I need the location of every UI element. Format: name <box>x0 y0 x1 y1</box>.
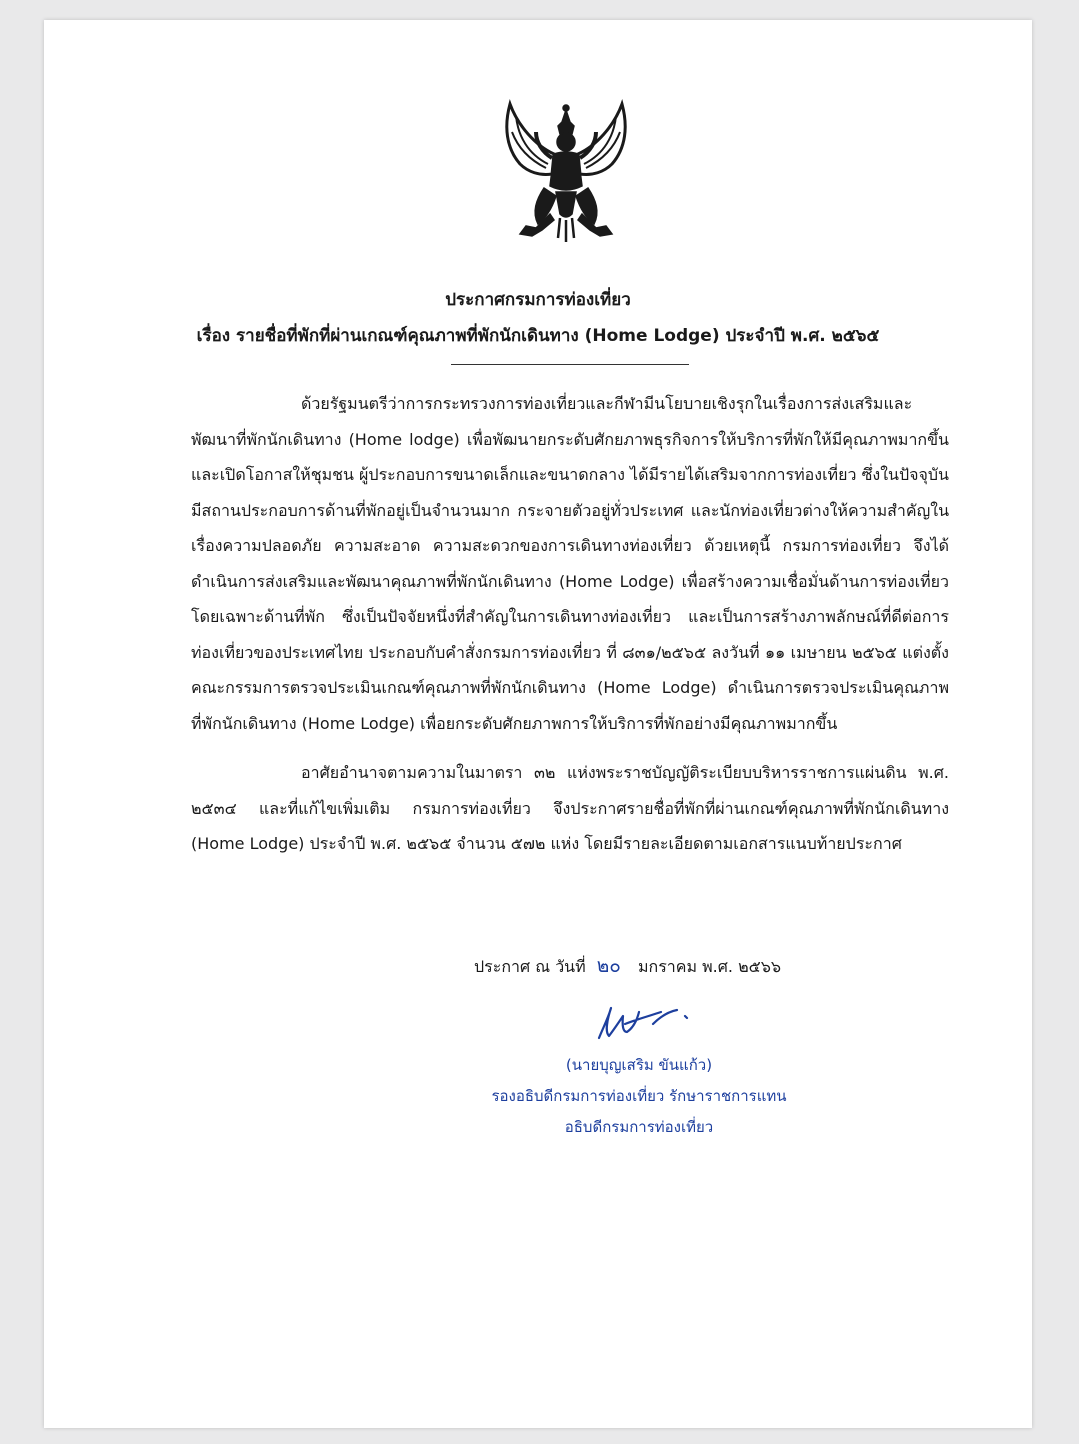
signatory-position-1: รองอธิบดีกรมการท่องเที่ยว รักษาราชการแทน <box>491 1087 787 1105</box>
signatory-name: (นายบุญเสริม ขันแก้ว) <box>565 1056 713 1074</box>
date-month-year: มกราคม พ.ศ. ๒๕๖๖ <box>637 957 782 976</box>
signatory-position-2: อธิบดีกรมการท่องเที่ยว <box>564 1118 714 1136</box>
announcement-subject: เรื่อง รายชื่อที่พักที่ผ่านเกณฑ์คุณภาพที่พักนักเดินทาง (Home Lodge) ประจำปี พ.ศ. ๒๕๖๕ <box>196 326 880 346</box>
body-paragraph-2: อาศัยอำนาจตามความในมาตรา ๓๒ แห่งพระราชบัญญัติระเบียบบริหารราชการแผ่นดิน พ.ศ. ๒๕๓๔ และที่แก้ไขเพิ่มเติม กรมการท่องเที่ยว จึงประกาศรายชื่อที่พักที่ผ่านเกณฑ์คุณภาพที่พักนักเดินทาง (Home Lodge) ประจำปี พ.ศ. ๒๕๖๕ จำนวน ๕๗๒ แห่ง โดยมีรายละเอียดตามเอกสารแนบท้ายประกาศ <box>191 763 949 853</box>
date-day: ๒๐ <box>596 955 621 977</box>
date-prefix: ประกาศ ณ วันที่ <box>474 957 586 976</box>
garuda-emblem-icon <box>496 96 636 246</box>
handwritten-signature-icon <box>589 998 699 1050</box>
announcement-body <box>191 386 949 862</box>
document-page <box>44 20 1032 1428</box>
title-block <box>44 282 1032 354</box>
signatory-block <box>444 1050 834 1143</box>
body-paragraph-1: ด้วยรัฐมนตรีว่าการกระทรวงการท่องเที่ยวและกีฬามีนโยบายเชิงรุกในเรื่องการส่งเสริมและพัฒนาที่พักนักเดินทาง (Home lodge) เพื่อพัฒนายกระดับศักยภาพธุรกิจการให้บริการที่พักให้มีคุณภาพมากขึ้น และเปิดโอกาสให้ชุมชน ผู้ประกอบการขนาดเล็กและขนาดกลาง ได้มีรายได้เสริมจากการท่องเที่ยว ซึ่งในปัจจุบันมีสถานประกอบการด้านที่พักอยู่เป็นจำนวนมาก กระจายตัวอยู่ทั่วประเทศ และนักท่องเที่ยวต่างให้ความสำคัญในเรื่องความปลอดภัย ความสะอาด ความสะดวกของการเดินทางท่องเที่ยว ด้วยเหตุนี้ กรมการท่องเที่ยว จึงได้ดำเนินการส่งเสริมและพัฒนาคุณภาพที่พักนักเดินทาง (Home Lodge) เพื่อสร้างความเชื่อมั่นด้านการท่องเที่ยว โดยเฉพาะด้านที่พัก ซึ่งเป็นปัจจัยหนึ่งที่สำคัญในการเดินทางท่องเที่ยว และเป็นการสร้างภาพลักษณ์ที่ดีต่อการท่องเที่ยวของประเทศไทย ประกอบกับคำสั่งกรมการท่องเที่ยว ที่ ๘๓๑/๒๕๖๕ ลงวันที่ ๑๑ เมษายน ๒๕๖๕ แต่งตั้งคณะกรรมการตรวจประเมินเกณฑ์คุณภาพที่พักนักเดินทาง (Home Lodge) ดำเนินการตรวจประเมินคุณภาพที่พักนักเดินทาง (Home Lodge) เพื่อยกระดับศักยภาพการให้บริการที่พักอย่างมีคุณภาพมากขึ้น <box>191 394 949 733</box>
announcement-title: ประกาศกรมการท่องเที่ยว <box>445 290 631 310</box>
announcement-date <box>474 950 781 983</box>
title-divider <box>451 364 689 365</box>
